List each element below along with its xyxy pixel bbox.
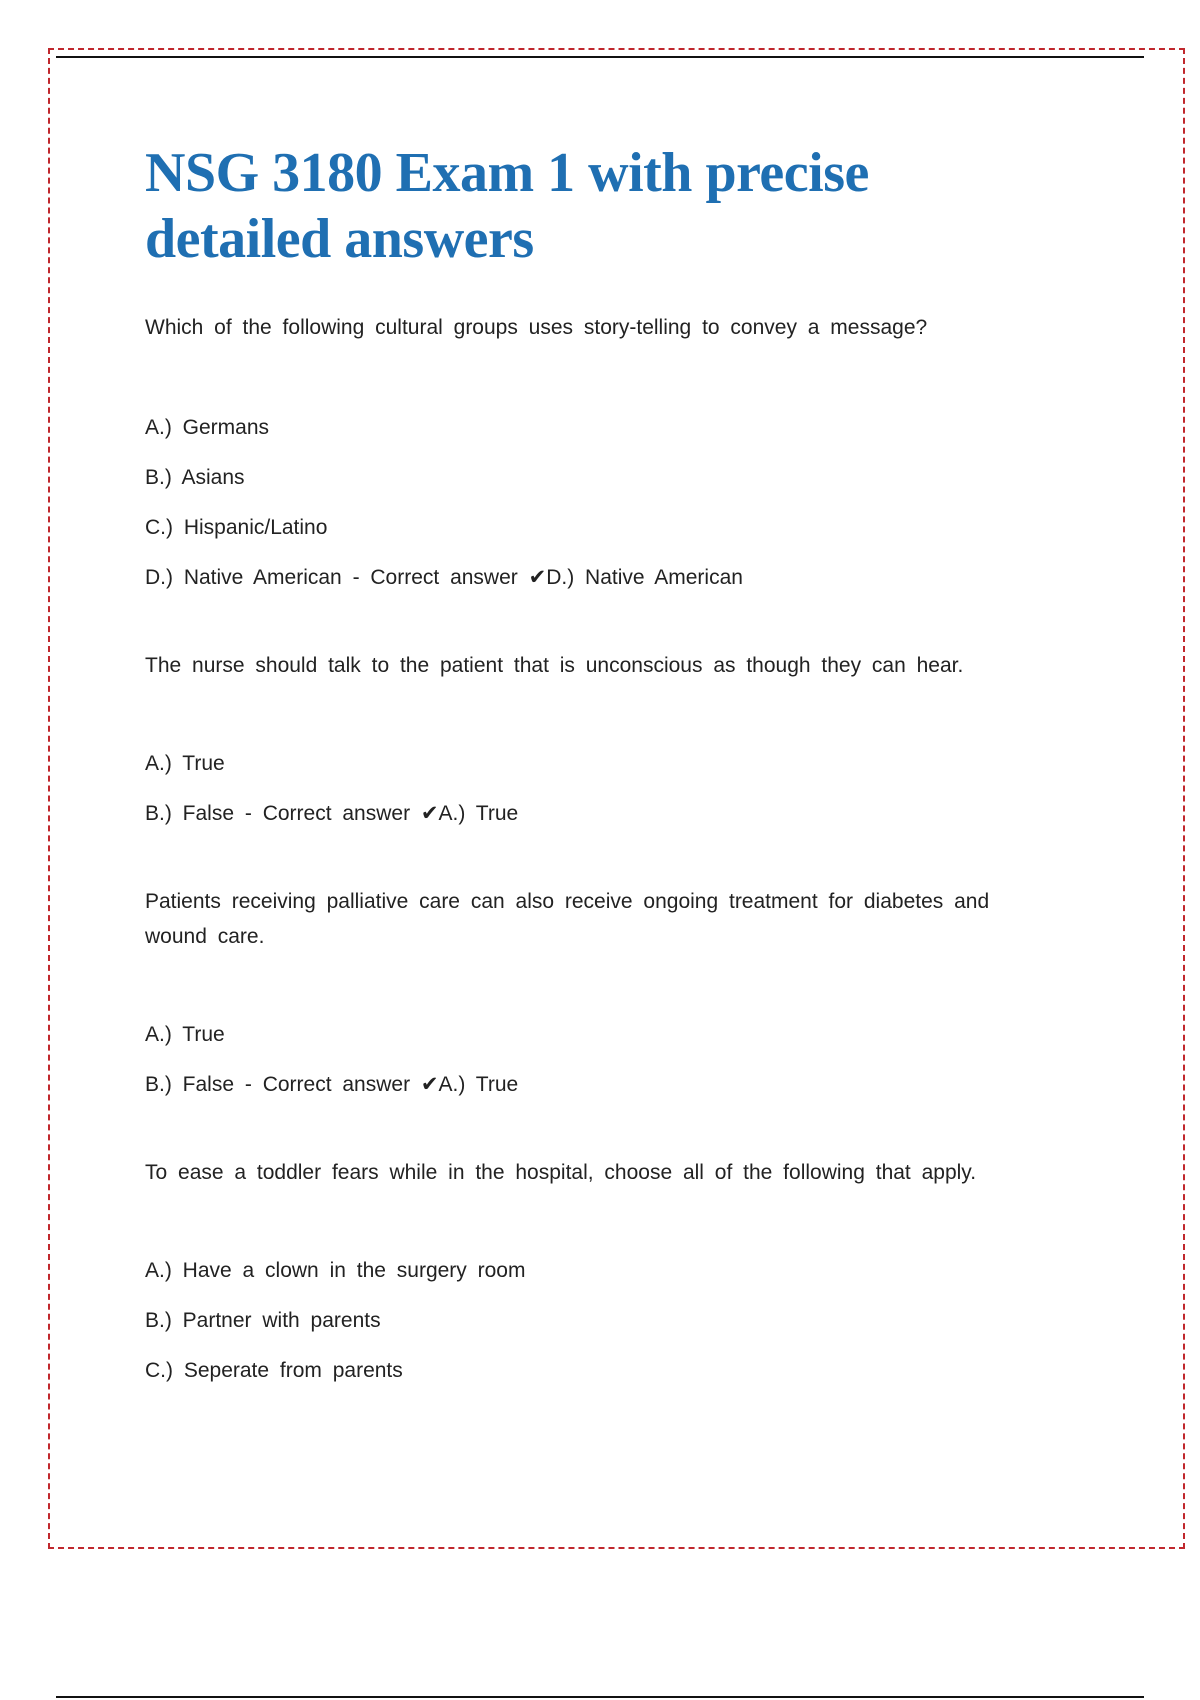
correct-answer: - Correct answer ✔A.) True	[234, 802, 519, 825]
option-item: B.) Partner with parents	[145, 1309, 381, 1332]
option-item: A.) Germans	[145, 416, 270, 439]
option-item: B.) Asians	[145, 466, 245, 489]
document-title: NSG 3180 Exam 1 with precise detailed answers	[145, 142, 869, 270]
option-item-with-answer	[145, 1067, 1045, 1117]
option-item: A.) True	[145, 752, 225, 775]
option-item: A.) True	[145, 1023, 225, 1046]
option-item: C.) Seperate from parents	[145, 1359, 403, 1382]
option-label: B.) False	[145, 802, 235, 825]
option-list	[145, 1253, 1045, 1403]
question-block	[145, 648, 1045, 846]
option-item-with-answer	[145, 560, 1045, 610]
question-text: The nurse should talk to the patient that is unconscious as though they can hear.	[145, 654, 964, 677]
question-block	[145, 884, 1045, 1117]
option-label: B.) False	[145, 1073, 235, 1096]
option-list	[145, 746, 1045, 846]
question-block	[145, 1155, 1045, 1403]
option-item: C.) Hispanic/Latino	[145, 516, 328, 539]
correct-answer: - Correct answer ✔A.) True	[234, 1073, 519, 1096]
top-rule	[56, 56, 1144, 58]
question-text: Which of the following cultural groups uses story-telling to convey a message?	[145, 316, 928, 339]
question-block	[145, 310, 1045, 610]
option-item: A.) Have a clown in the surgery room	[145, 1259, 526, 1282]
option-list	[145, 410, 1045, 610]
correct-answer: - Correct answer ✔D.) Native American	[341, 566, 743, 589]
question-text: Patients receiving palliative care can also receive ongoing treatment for diabetes and wound care.	[145, 890, 990, 948]
bottom-rule	[56, 1696, 1144, 1698]
option-list	[145, 1017, 1045, 1117]
question-text: To ease a toddler fears while in the hospital, choose all of the following that apply.	[145, 1161, 977, 1184]
option-item-with-answer	[145, 796, 1045, 846]
document-content	[145, 140, 1045, 1403]
option-label: D.) Native American	[145, 566, 342, 589]
